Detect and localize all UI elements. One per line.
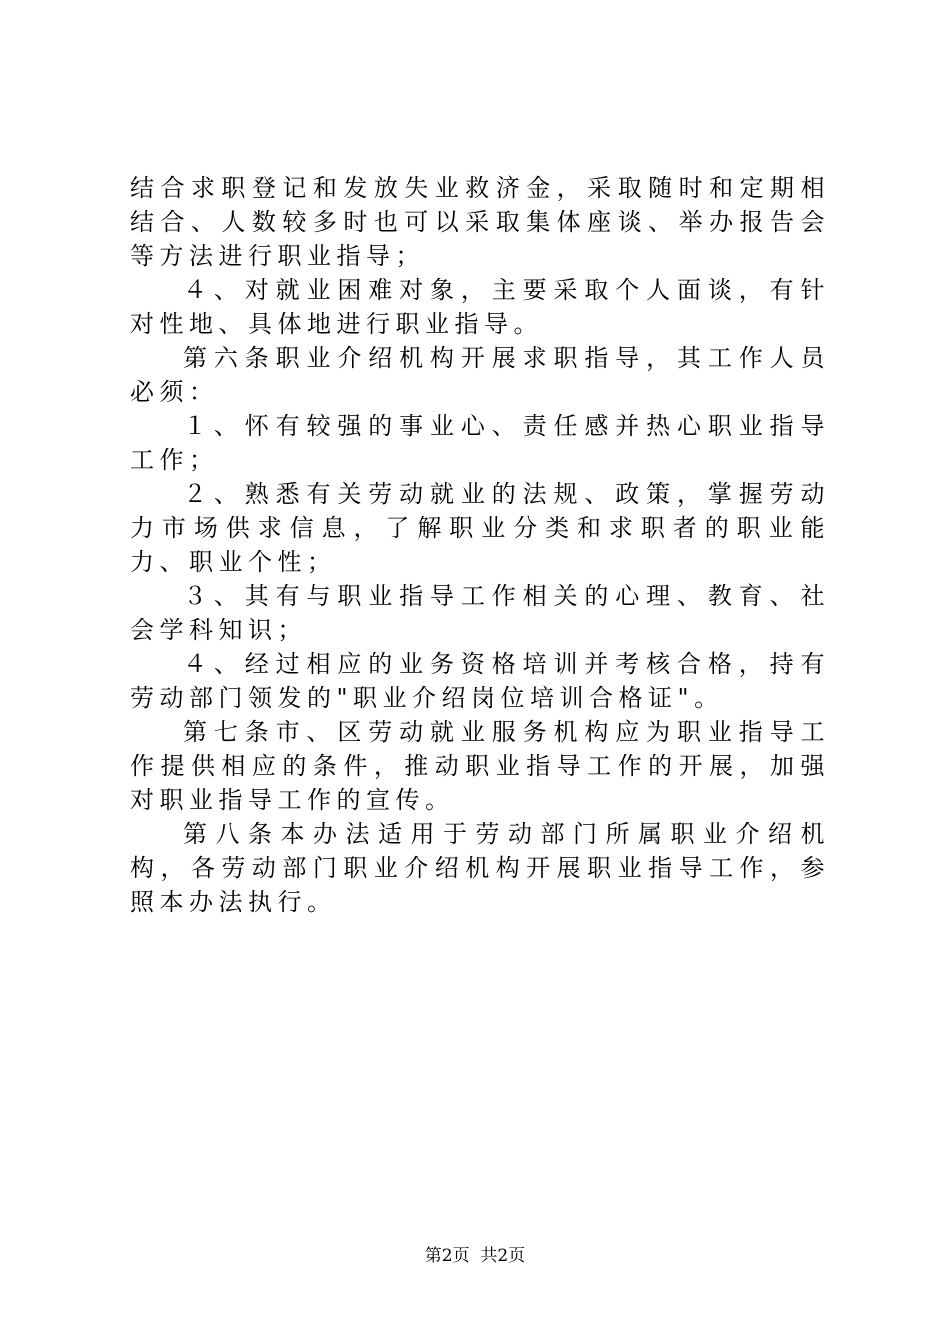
page-number: 第2页 共2页 bbox=[424, 1246, 526, 1266]
paragraph: 第七条市、区劳动就业服务机构应为职业指导工作提供相应的条件，推动职业指导工作的开展，加强对职业指导工作的宣传。 bbox=[130, 718, 830, 814]
paragraph: ２、熟悉有关劳动就业的法规、政策，掌握劳动力市场供求信息，了解职业分类和求职者的职业能力、职业个性； bbox=[130, 480, 830, 576]
paragraph: 结合求职登记和发放失业救济金，采取随时和定期相结合、人数较多时也可以采取集体座谈、举办报告会等方法进行职业指导； bbox=[130, 174, 830, 270]
paragraph: ３、其有与职业指导工作相关的心理、教育、社会学科知识； bbox=[130, 582, 830, 644]
paragraph: ４、对就业困难对象，主要采取个人面谈，有针对性地、具体地进行职业指导。 bbox=[130, 276, 830, 338]
paragraph: ４、经过相应的业务资格培训并考核合格，持有劳动部门领发的"职业介绍岗位培训合格证"。 bbox=[130, 650, 830, 712]
page-footer bbox=[0, 1241, 950, 1266]
document-body bbox=[130, 171, 830, 919]
paragraph: 第八条本办法适用于劳动部门所属职业介绍机构，各劳动部门职业介绍机构开展职业指导工作，参照本办法执行。 bbox=[130, 820, 830, 916]
paragraph: 第六条职业介绍机构开展求职指导，其工作人员必须： bbox=[130, 344, 830, 406]
paragraph: １、怀有较强的事业心、责任感并热心职业指导工作； bbox=[130, 412, 830, 474]
